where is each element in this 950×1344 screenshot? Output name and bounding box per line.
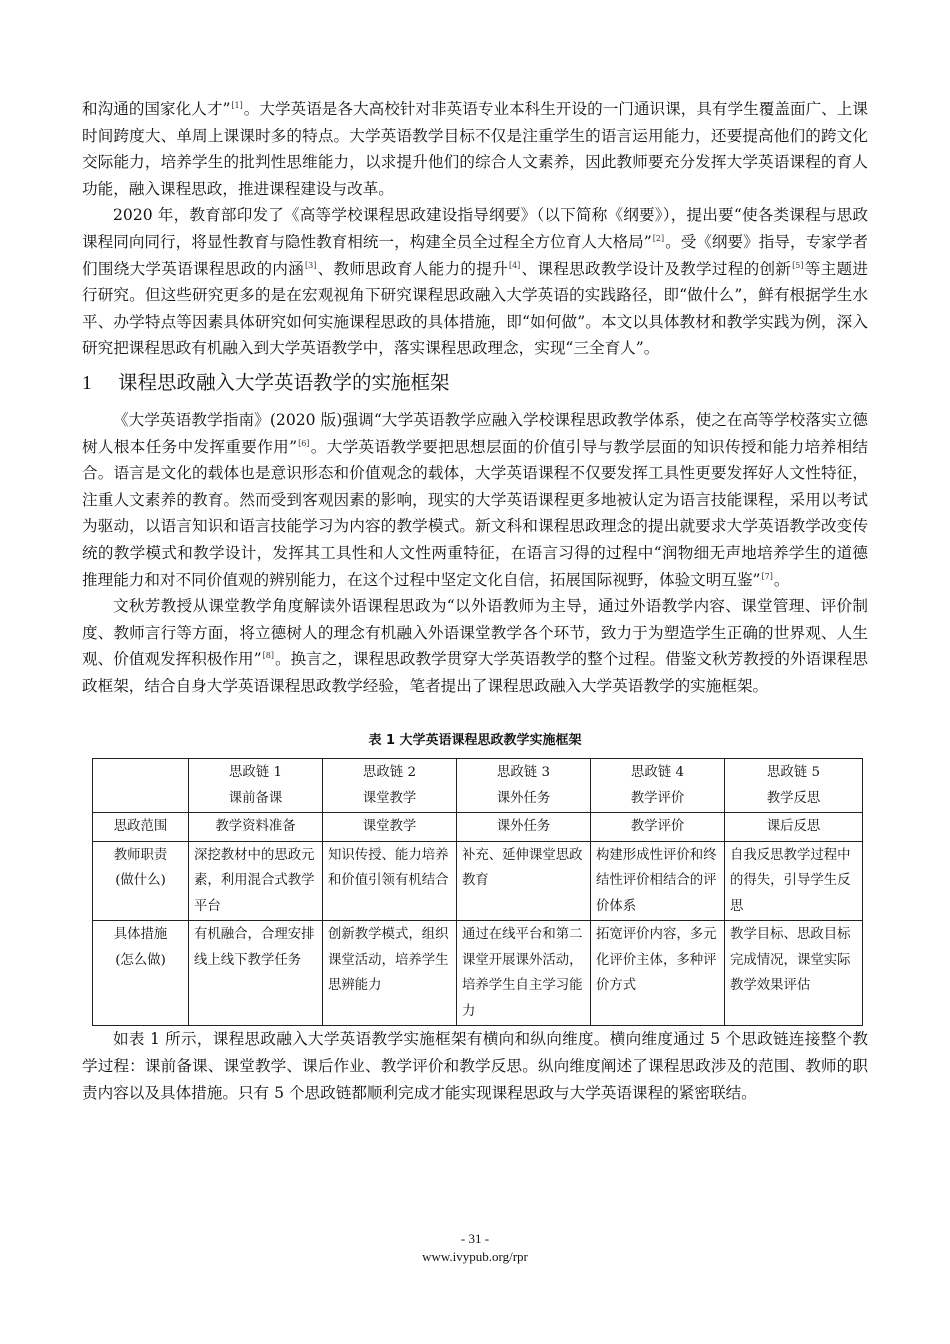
table-cell: 自我反思教学过程中的得失，引导学生反思 — [725, 841, 863, 921]
header-chain: 思政链 4 — [631, 765, 684, 781]
table-cell: 课堂教学 — [323, 813, 457, 842]
page-number: - 31 - — [460, 1231, 490, 1246]
table-cell: 教学资料准备 — [189, 813, 323, 842]
table-row — [93, 921, 863, 1026]
table-corner-cell — [93, 759, 189, 813]
row-label — [93, 813, 189, 842]
header-chain: 思政链 5 — [767, 765, 820, 781]
table-header-row — [93, 759, 863, 813]
row-label-line: (怎么做) — [115, 952, 166, 968]
table-header-cell — [591, 759, 725, 813]
row-label-line: 教师职责 — [113, 847, 168, 863]
citation-ref[interactable]: [1] — [231, 101, 243, 110]
text-run: 等主题进行研究。但这些研究更多的是在宏观视角下研究课程思政融入大学英语的实践路径，即“做什么”，鲜有根据学生水平、办学特点等因素具体研究如何实施课程思政的具体措施，即“如何做”。本文以具体教材和教学实践为例，深入研究把课程思政有机融入到大学英语教学中，落实课程思政理念，实现“三全育人”。 — [82, 259, 868, 358]
row-label-line: 思政范围 — [113, 819, 168, 835]
table-cell: 课后反思 — [725, 813, 863, 842]
table-cell: 知识传授、能力培养和价值引领有机结合 — [323, 841, 457, 921]
text-run: 。 — [773, 570, 790, 589]
framework-table — [92, 758, 863, 1026]
table-header-cell — [323, 759, 457, 813]
header-stage: 课前备课 — [228, 790, 283, 806]
table-cell: 教学评价 — [591, 813, 725, 842]
row-label — [93, 841, 189, 921]
section-heading — [82, 366, 868, 401]
intro-paragraph-2 — [82, 202, 868, 362]
citation-ref[interactable]: [3] — [305, 260, 317, 270]
table-cell: 深挖教材中的思政元素，利用混合式教学平台 — [189, 841, 323, 921]
header-stage: 教学评价 — [630, 790, 685, 806]
text-run: 、教师思政育人能力的提升 — [317, 259, 508, 278]
table-cell: 有机融合，合理安排线上线下教学任务 — [189, 921, 323, 1026]
table-cell: 补充、延伸课堂思政教育 — [457, 841, 591, 921]
page-body — [82, 96, 868, 1106]
row-label-line: 具体措施 — [113, 927, 168, 943]
section-number: 1 — [82, 372, 92, 394]
text-run: 。大学英语教学要把思想层面的价值引导与教学层面的知识传授和能力培养相结合。语言是文化的载体也是意识形态和价值观念的载体，大学英语课程不仅要发挥工具性更要发挥好人文性特征，注重人文素养的教育。然而受到客观因素的影响，现实的大学英语课程更多地被认定为语言技能课程，采用以考试为驱动，以语言知识和语言技能学习为内容的教学模式。新文科和课程思政理念的提出就要求大学英语教学改变传统的教学模式和教学设计，发挥其工具性和人文性两重特征，在语言习得的过程中“润物细无声地培养学生的道德推理能力和对不同价值观的辨别能力，在这个过程中坚定文化自信，拓展国际视野，体验文明互鉴” — [82, 437, 868, 589]
citation-ref[interactable]: [8] — [262, 651, 274, 661]
intro-paragraph-1 — [82, 96, 868, 202]
header-chain: 思政链 3 — [497, 765, 550, 781]
table-cell: 课外任务 — [457, 813, 591, 842]
citation-ref[interactable]: [4] — [508, 260, 521, 270]
journal-website[interactable]: www.ivypub.org/rpr — [422, 1249, 528, 1264]
header-chain: 思政链 1 — [229, 765, 282, 781]
section-paragraph-2 — [82, 593, 868, 699]
citation-ref[interactable]: [5] — [792, 260, 804, 270]
table-cell: 拓宽评价内容，多元化评价主体，多种评价方式 — [591, 921, 725, 1026]
table-header-cell — [189, 759, 323, 813]
citation-ref[interactable]: [2] — [652, 233, 665, 243]
header-stage: 课外任务 — [496, 790, 551, 806]
text-run: 。受《纲要》指导，专家学者们围绕大学英语课程思政的内涵 — [82, 232, 868, 278]
text-run: 文秋芳教授从课堂教学角度解读外语课程思政为“以外语教师为主导，通过外语教学内容、课堂管理、评价制度、教师言行等方面，将立德树人的理念有机融入外语课堂教学各个环节，致力于为塑造学生正确的世界观、人生观、价值观发挥积极作用” — [82, 597, 868, 669]
table-header-cell — [457, 759, 591, 813]
table-header-cell — [725, 759, 863, 813]
table-cell: 教学目标、思政目标完成情况，课堂实际教学效果评估 — [725, 921, 863, 1026]
header-chain: 思政链 2 — [363, 765, 416, 781]
text-run: 。大学英语是各大高校针对非英语专业本科生开设的一门通识课，具有学生覆盖面广、上课时间跨度大、单周上课课时多的特点。大学英语教学目标不仅是注重学生的语言运用能力，还要提高他们的跨文化交际能力，培养学生的批判性思维能力，以求提升他们的综合人文素养，因此教师要充分发挥大学英语课程的育人功能，融入课程思政，推进课程建设与改革。 — [82, 100, 868, 198]
table-caption: 表 1 大学英语课程思政教学实施框架 — [368, 733, 582, 749]
table-cell: 构建形成性评价和终结性评价相结合的评价体系 — [591, 841, 725, 921]
table-cell: 创新教学模式，组织课堂活动，培养学生思辨能力 — [323, 921, 457, 1026]
section-paragraph-1 — [82, 407, 868, 593]
row-label-line: (做什么) — [115, 873, 166, 889]
header-stage: 教学反思 — [766, 790, 821, 806]
text-run: 、课程思政教学设计及教学过程的创新 — [521, 259, 792, 278]
text-run: 和沟通的国家化人才” — [82, 100, 231, 118]
table-cell: 通过在线平台和第二课堂开展课外活动，培养学生自主学习能力 — [457, 921, 591, 1026]
citation-ref[interactable]: [6] — [298, 438, 310, 448]
table-row — [93, 813, 863, 842]
row-label — [93, 921, 189, 1026]
table-row — [93, 841, 863, 921]
text-run: 《大学英语教学指南》(2020 版)强调“大学英语教学应融入学校课程思政教学体系，使之在高等学校落实立德树人根本任务中发挥重要作用” — [82, 410, 868, 456]
section-title: 课程思政融入大学英语教学的实施框架 — [118, 370, 450, 394]
citation-ref[interactable]: [7] — [761, 571, 773, 581]
after-table-paragraph: 如表 1 所示，课程思政融入大学英语教学实施框架有横向和纵向维度。横向维度通过 5 个思政链连接整个教学过程：课前备课、课堂教学、课后作业、教学评价和教学反思。纵向维度阐述了课程思政涉及的范围、教师的职责内容以及具体措施。只有 5 个思政链都顺利完成才能实现课程思政与大学英语课程的紧密联结。 — [82, 1030, 868, 1102]
header-stage: 课堂教学 — [362, 790, 417, 806]
text-run: 2020 年，教育部印发了《高等学校课程思政建设指导纲要》（以下简称《纲要》），提出要“使各类课程与思政课程同向同行，将显性教育与隐性教育相统一，构建全员全过程全方位育人大格局” — [82, 206, 868, 251]
text-run: 。换言之，课程思政教学贯穿大学英语教学的整个过程。借鉴文秋芳教授的外语课程思政框架，结合自身大学英语课程思政教学经验，笔者提出了课程思政融入大学英语教学的实施框架。 — [82, 650, 868, 695]
